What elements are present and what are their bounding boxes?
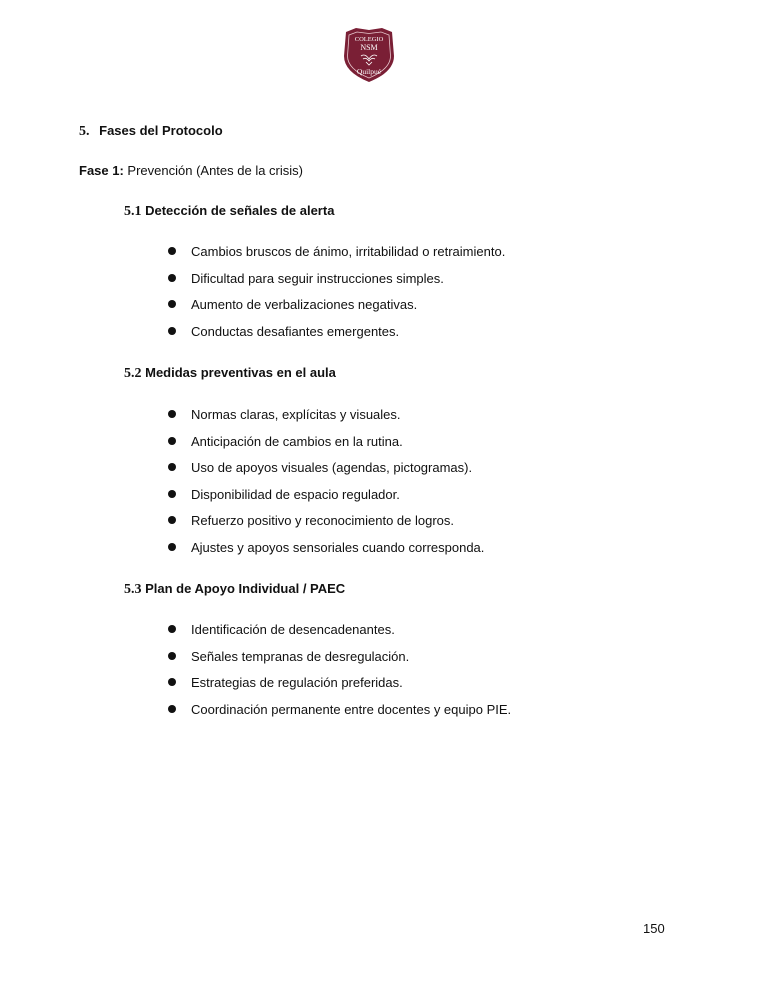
list-item-text: Señales tempranas de desregulación. (191, 648, 410, 664)
list-item-text: Cambios bruscos de ánimo, irritabilidad o retraimiento. (191, 244, 506, 259)
bullet-icon (168, 327, 176, 335)
list-item-text: Normas claras, explícitas y visuales. (191, 407, 401, 422)
list-item-text: Ajustes y apoyos sensoriales cuando corresponda. (191, 539, 485, 555)
bullet-icon (168, 543, 176, 551)
seal-line3: Quilpué (356, 67, 382, 76)
list-item (168, 513, 484, 540)
page-number: 150 (643, 921, 665, 936)
subsection-heading-5-2 (124, 365, 336, 382)
fase-text: Prevención (Antes de la crisis) (123, 163, 303, 178)
list-item (168, 649, 511, 676)
seal-line1: COLEGIO (354, 36, 384, 43)
list-item (168, 622, 511, 649)
subsection-title: Detección de señales de alerta (141, 203, 335, 218)
bullet-icon (168, 678, 176, 686)
subsection-title: Medidas preventivas en el aula (141, 365, 336, 380)
fase-label: Fase 1: (79, 163, 124, 178)
list-item (168, 675, 511, 702)
list-item (168, 540, 484, 567)
bullet-list-5-3 (168, 622, 511, 728)
fase-line (79, 163, 303, 178)
list-item (168, 244, 505, 271)
list-item (168, 297, 505, 324)
list-item-text: Disponibilidad de espacio regulador. (191, 486, 400, 502)
subsection-heading-5-1 (124, 203, 334, 220)
subsection-number: 5.1 (124, 204, 142, 219)
subsection-number: 5.2 (124, 366, 142, 381)
bullet-icon (168, 516, 176, 524)
list-item-text: Dificultad para seguir instrucciones simples. (191, 270, 444, 286)
list-item-text: Coordinación permanente entre docentes y equipo PIE. (191, 701, 512, 717)
list-item-text: Uso de apoyos visuales (agendas, pictogramas). (191, 460, 473, 476)
seal-line2: NSM (360, 43, 378, 52)
bullet-icon (168, 463, 176, 471)
bullet-icon (168, 410, 176, 418)
list-item-text: Conductas desafiantes emergentes. (191, 323, 400, 339)
bullet-icon (168, 705, 176, 713)
list-item (168, 487, 484, 514)
bullet-icon (168, 274, 176, 282)
section-title: Fases del Protocolo (99, 123, 223, 138)
bullet-icon (168, 247, 176, 255)
list-item (168, 271, 505, 298)
list-item (168, 460, 484, 487)
school-seal-logo (340, 26, 398, 84)
list-item (168, 407, 484, 434)
list-item-text: Aumento de verbalizaciones negativas. (191, 297, 418, 313)
bullet-list-5-2 (168, 407, 484, 567)
list-item-text: Estrategias de regulación preferidas. (191, 675, 403, 691)
list-item-text: Identificación de desencadenantes. (191, 622, 395, 637)
subsection-title: Plan de Apoyo Individual / PAEC (141, 581, 346, 596)
list-item-text: Refuerzo positivo y reconocimiento de logros. (191, 513, 455, 529)
bullet-list-5-1 (168, 244, 505, 350)
section-number: 5. (79, 124, 90, 139)
bullet-icon (168, 652, 176, 660)
bullet-icon (168, 300, 176, 308)
section-heading (79, 123, 223, 140)
list-item (168, 434, 484, 461)
bullet-icon (168, 437, 176, 445)
list-item-text: Anticipación de cambios en la rutina. (191, 433, 403, 449)
list-item (168, 702, 511, 729)
subsection-number: 5.3 (124, 582, 142, 597)
list-item (168, 324, 505, 351)
subsection-heading-5-3 (124, 581, 345, 598)
bullet-icon (168, 625, 176, 633)
bullet-icon (168, 490, 176, 498)
